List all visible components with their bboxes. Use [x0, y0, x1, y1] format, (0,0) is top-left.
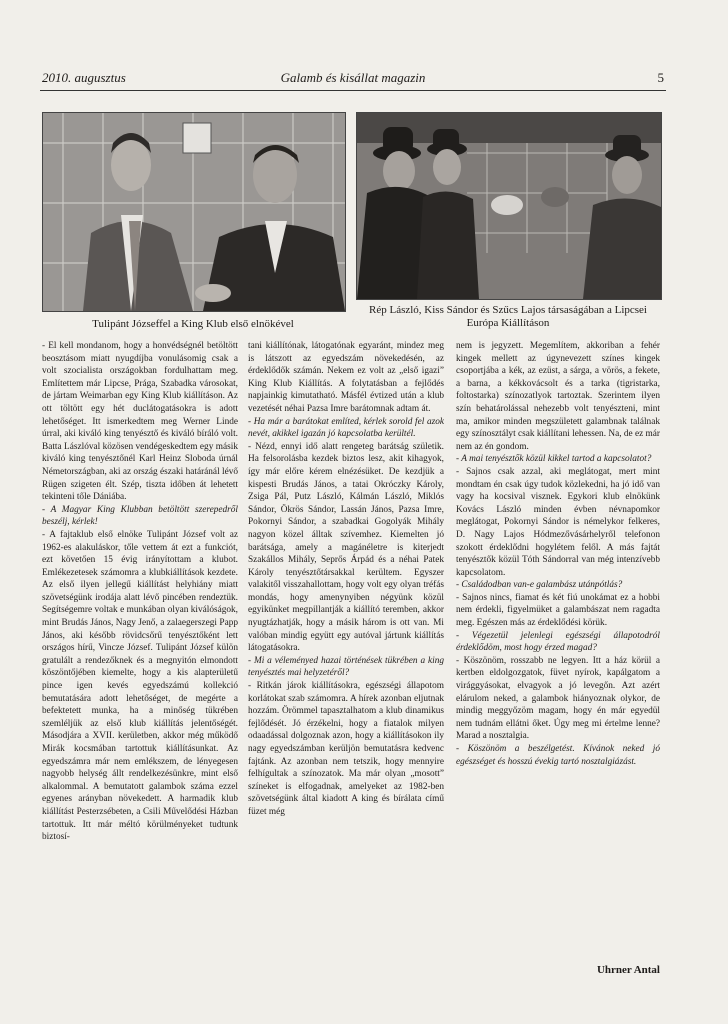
issue-date: 2010. augusztus — [42, 70, 126, 85]
interview-answer: - El kell mondanom, hogy a honvédségnél betöltött beosztásom miatt nyugdíjba vonulásomig csak a volt szocialista országokban fordulhattam meg. Említettem már Lipcse, Prága, Szabadka városokat, de jártam Weimarban egy King Klub kiállításon. Az ott töltött egy hét duclátogatásokra is adott lehetőséget. Itt ismerkedtem meg Werner Linde úrral, aki kiváló king tenyésztő és kiváló bíráló volt. Batta Lászlóval közösen vendégeskedtem egy másik kiváló king tenyésztőnél Karl Heinz Sloboda úrnál Németországban, aki az ország északi határánál lévő Rügen szigeten élt. Szép, tiszta időben át lehetett tekinteni tőle Dániába. — [42, 341, 238, 503]
article-column-1 — [42, 340, 238, 980]
interview-answer: - Ritkán járok kiállításokra, egészségi állapotom korlátokat szab számomra. A hírek azonban eljutnak hozzám. Örömmel tapasztalhatom a klub dinamikus fejlődését. Jó érzékelni, hogy a fiatalok milyen odaadással dolgoznak azon, hogy a kiállításokon ily nagy egyedszámban kerüljön bemutatásra kedvenc fajtánk. Az azonban nem tetszik, hogy mennyire felhígultak a színozatok. Ma már olyan „mosott” színeket is elfogadnak, amelyeket az 1982-ben szövetségünk által kiadott A king és bírálata című füzet még — [248, 681, 444, 817]
magazine-title: Galamb és kisállat magazin — [280, 70, 426, 85]
page-number: 5 — [657, 70, 664, 85]
header-rule — [40, 90, 666, 91]
photo-handshake-caption: Tulipánt Józseffel a King Klub első elnökével — [92, 318, 294, 330]
photo-handshake — [42, 112, 346, 312]
photo-exhibition-caption: Rép László, Kiss Sándor és Szűcs Lajos társaságában a Lipcsei Európa Kiállításon — [369, 304, 647, 329]
article-column-2 — [248, 340, 444, 980]
interview-question: - Köszönöm a beszélgetést. Kívánok neked jó egészséget és hosszú évekig tartó nosztalgiázást. — [456, 744, 660, 767]
interview-answer: nem is jegyzett. Megemlítem, akkoriban a fehér kingek mellett az úgynevezett színes kingek csoportjába a kék, az ezüst, a sárga, a vörös, a fekete, a barna, a kékkovácsolt és a tarka (tigristarka, foltostarka) színozatlyok tartoztak. Szerintem ilyen szín behatárolással nehezebb volt tenyészteni, mint ma, amikor minden megszületett galambnak találnak egy színosztályt csak kiállítani lehessen. Na, de ez már nem az én gondom. — [456, 341, 660, 452]
interview-answer: - Sajnos nincs, fiamat és két fiú unokámat ez a hobbi nem érdekli, figyelmüket a galambászat nem ragadta meg. Egészen más az érdeklődési körük. — [456, 592, 660, 629]
interview-question: - A mai tenyésztők közül kikkel tartod a kapcsolatot? — [456, 454, 652, 465]
interview-question: - Végezetül jelenlegi egészségi állapotodról érdeklődöm, most hogy érzed magad? — [456, 630, 660, 654]
interview-question: - Ha már a barátokat említed, kérlek sorold fel azok nevét, akikkel igazán jó kapcsolatba kerültél. — [248, 416, 444, 440]
author-signature: Uhrner Antal — [596, 964, 660, 976]
page-header — [40, 70, 666, 90]
photo-exhibition — [356, 112, 662, 300]
interview-answer: - Nézd, ennyi idő alatt rengeteg barátság születik. Ha felsorolásba kezdek biztos lesz, akit kihagyok, így már előre kérem elnézésüket. De kezdjük a kispesti Brudás János, a tatai Okróczky Károly, Zsiga Pál, Putz László, Kálmán László, Miklós Sándor, Ökrös Sándor, Lassán János, Pazsa Imre, Pokornyi Sándor, a szabadkai Gogolyák Mihály nagyon közel álltak szívemhez. Kiemelten jó barátsága, amely a magánéletre is kiterjedt Szakállos Mihály, Seprős Árpád és a néhai Patek Károly tenyésztőtársakkal kerültem. Egyszer valakitől visszahallottam, hogy volt egy olyan tréfás mondás, hogy amenynyiben négyünk közül egyikünket megpillantják a kiállító teremben, akkor nyugtázhatják, hogy a másik három is ott van. Mi valóban mindig együtt egy autóval jártunk kiállítás látogatásokra. — [248, 441, 444, 654]
interview-question: - A Magyar King Klubban betöltött szerepedről beszélj, kérlek! — [42, 504, 238, 528]
interview-answer: - Köszönöm, rosszabb ne legyen. Itt a ház körül a kertben eldolgozgatok, füvet nyírok, kapálgatom a virággyásokat, elvagyok a jó levegőn. Azt azért elárulom neked, a galambok hiányoznak olykor, de mindig meggyőzöm magam, hogy én már egyedül nem tudnám ellátni őket. Úgy meg mi értelme lenne? Marad a nosztalgia. — [456, 655, 660, 742]
interview-answer: - Sajnos csak azzal, aki meglátogat, mert mint mondtam én csak úgy tudok közlekedni, ha jó idő van vagy ha kocsival visznek. Egykori klub elnökünk Kovács László minden évben névnapomkor meglátogat, Pokornyi Sándor is némelykor felkeres, D. Nagy Lajos Hódmezővásárhelyről telefonon szokott érdeklődni hogylétem felől. A más fajtát tenyésztők közül Tóth Sándorral van még intenzívebb kapcsolatom. — [456, 466, 660, 578]
interview-answer: - A fajtaklub első elnöke Tulipánt József volt az 1962-es alakuláskor, tőle vettem át ezt a funkciót, ezt követően 15 évig irányítottam a klubot. Emlékezetesek számomra a klubkiállítások kezdete. Az első ilyen jellegű kiállítást helyhiány miatt szövetségünk irodája alatt lévő pincében rendeztük. Segítségemre voltak e munkában olyan kiválóságok, mint Brudás János, Nagy Jenő, a zalaegerszegi Papp János, aki később rövidcsőrű tenyésztőként lett országos hírű, Vincze József. Tulipánt József külön gratulált a rendezőknek és a megnyitón elmondott köszöntőjében kiemelte, hogy a kis alapterületű pince igen kevés egyedszámú kollekció bemutatására adott lehetőséget, de megérte a befektetett munka, ha a minőség tükrében szemléljük az első klub kiállítás jelentőségét. Másodjára a XVII. kerületben, akkor még működő Mirák kocsmában tartottuk kiállításunkat. Az egyedszámra már nem emlékszem, de lényegesen nagyobb helység állt rendelkezésünkre, mint első alkalommal. A bemutatott galambok száma ezzel egyenes arányban növekedett. A harmadik klub kiállítást Pesterzsébeten, a Csili Művelődési Házban tartottuk. Itt már méltó körülményeket tudtunk biztosí- — [42, 529, 238, 843]
article-column-3 — [456, 340, 660, 980]
interview-answer: tani kiállítónak, látogatónak egyaránt, mindez meg is látszott az egyedszám növekedésén, az érdeklődők számán. Nekem ez volt az „első igazi” King Klub Kiállítás. A folytatásban a fejlődés napjainkig kimutatható. Másfél évtized után a klub vezetését néhai Pazsa Imre barátomnak adtam át. — [248, 341, 444, 414]
interview-question: - Mi a véleményed hazai történések tükrében a king tenyésztés mai helyzetéről? — [248, 655, 444, 679]
interview-question: - Családodban van-e galambász utánpótlás? — [456, 580, 623, 591]
